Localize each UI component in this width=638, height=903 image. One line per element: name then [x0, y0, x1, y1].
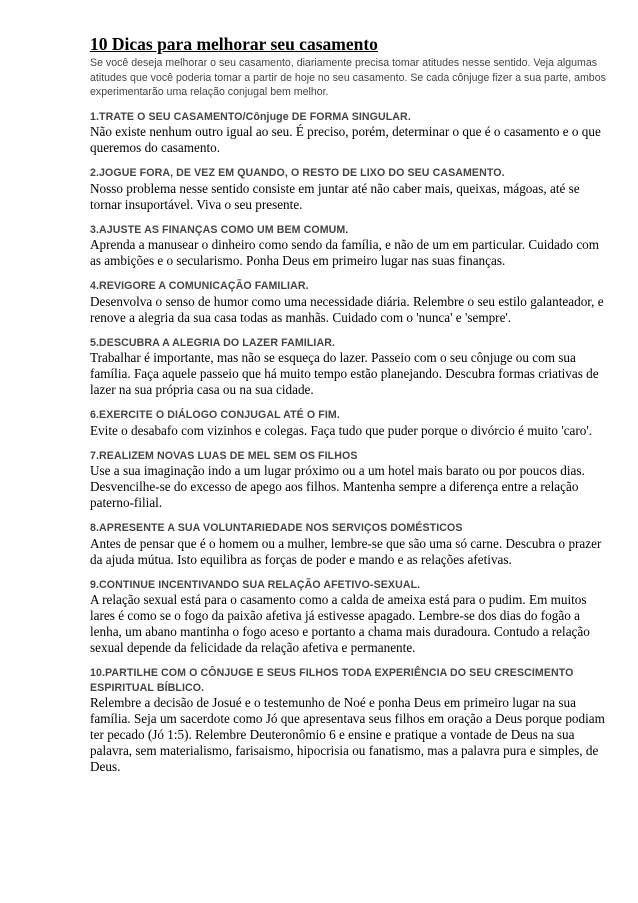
tip-3: [90, 223, 608, 270]
tip-body: Trabalhar é importante, mas não se esqueça do lazer. Passeio com o seu cônjuge ou com sua família. Faça aquele passeio que há muito tempo estão planejando. Descubra formas criativas de lazer na sua própria casa ou na sua cidade.: [90, 350, 599, 397]
tip-heading: 4.REVIGORE A COMUNICAÇÃO FAMILIAR.: [90, 280, 309, 292]
tip-body: Desenvolva o senso de humor como uma necessidade diária. Relembre o seu estilo galanteador, e renove a alegria da sua casa todas as manhãs. Cuidado com o 'nunca' e 'sempre'.: [90, 293, 604, 325]
tip-heading: 10.PARTILHE COM O CÔNJUGE E SEUS FILHOS TODA EXPERIÊNCIA DO SEU CRESCIMENTO ESPIRITUAL BÍBLICO.: [90, 667, 574, 694]
tip-1: [90, 110, 608, 157]
tip-heading: 5.DESCUBRA A ALEGRIA DO LAZER FAMILIAR.: [90, 336, 336, 349]
tip-8: [90, 521, 608, 568]
tip-7: [90, 449, 608, 512]
tip-heading: 7.REALIZEM NOVAS LUAS DE MEL SEM OS FILHOS: [90, 449, 358, 462]
tip-2: [90, 166, 608, 213]
tip-body: Use a sua imaginação indo a um lugar próximo ou a um hotel mais barato ou por poucos dias. Desvencilhe-se do excesso de apego aos filhos. Mantenha sempre a diferença entre a relação paterno-filial.: [90, 463, 585, 510]
tip-4: [90, 279, 608, 326]
tip-heading: 1.TRATE O SEU CASAMENTO/Cônjuge DE FORMA SINGULAR.: [90, 110, 411, 123]
tip-body: Nosso problema nesse sentido consiste em juntar até não caber mais, queixas, mágoas, até se tornar insuportável. Viva o seu presente.: [90, 180, 580, 212]
tip-heading: 8.APRESENTE A SUA VOLUNTARIEDADE NOS SERVIÇOS DOMÉSTICOS: [90, 522, 463, 534]
tip-body: Antes de pensar que é o homem ou a mulher, lembre-se que são uma só carne. Descubra o prazer da ajuda mútua. Isto equilibra as forças de poder e mando e as relações afetivas.: [90, 535, 602, 567]
tip-body: Relembre a decisão de Josué e o testemunho de Noé e ponha Deus em primeiro lugar na sua família. Seja um sacerdote como Jó que apresentava seus filhos em oração a Deus porque podiam ter pecado (Jó 1:5). Relembre Deuteronômio 6 e ensine e pratique a vontade de Deus na sua palavra, sem materialismo, farisaismo, hipocrisia ou fanatismo, mas a palavra pura e simples, de Deus.: [90, 695, 605, 774]
document-page: [90, 34, 608, 785]
tip-body: Não existe nenhum outro igual ao seu. É preciso, porém, determinar o que é o casamento e o que queremos do casamento.: [90, 124, 601, 155]
document-title: 10 Dicas para melhorar seu casamento: [90, 34, 378, 54]
tip-heading: 3.AJUSTE AS FINANÇAS COMO UM BEM COMUM.: [90, 223, 349, 236]
tip-6: [90, 408, 608, 439]
tip-9: [90, 578, 608, 657]
intro-paragraph: Se você deseja melhorar o seu casamento, diariamente precisa tomar atitudes nesse sentido. Veja algumas atitudes que você poderia tomar a partir de hoje no seu casamento. Se cada cônjuge fizer a sua parte, ambos experimentarão uma relação conjugal bem melhor.: [90, 57, 606, 98]
tip-heading: 6.EXERCITE O DIÁLOGO CONJUGAL ATÉ O FIM.: [90, 409, 340, 421]
tip-5: [90, 336, 608, 399]
tip-body: A relação sexual está para o casamento como a calda de ameixa está para o pudim. Em muitos lares é como se o fogo da paixão afetiva já estivesse apagado. Lembre-se dos dias do fogão a lenha, um abano mantinha o fogo aceso e portanto a chama mais duradoura. Contudo a relação sexual depende da felicidade da relação afetiva e permanente.: [90, 592, 590, 655]
tip-body: Evite o desabafo com vizinhos e colegas. Faça tudo que puder porque o divórcio é muito 'caro'.: [90, 422, 593, 438]
tip-heading: 2.JOGUE FORA, DE VEZ EM QUANDO, O RESTO DE LIXO DO SEU CASAMENTO.: [90, 167, 505, 179]
tip-10: [90, 666, 608, 775]
tip-body: Aprenda a manusear o dinheiro como sendo da família, e não de um em particular. Cuidado com as ambições e o secularismo. Ponha Deus em primeiro lugar nas suas finanças.: [90, 237, 600, 268]
tip-heading: 9.CONTINUE INCENTIVANDO SUA RELAÇÃO AFETIVO-SEXUAL.: [90, 578, 421, 591]
